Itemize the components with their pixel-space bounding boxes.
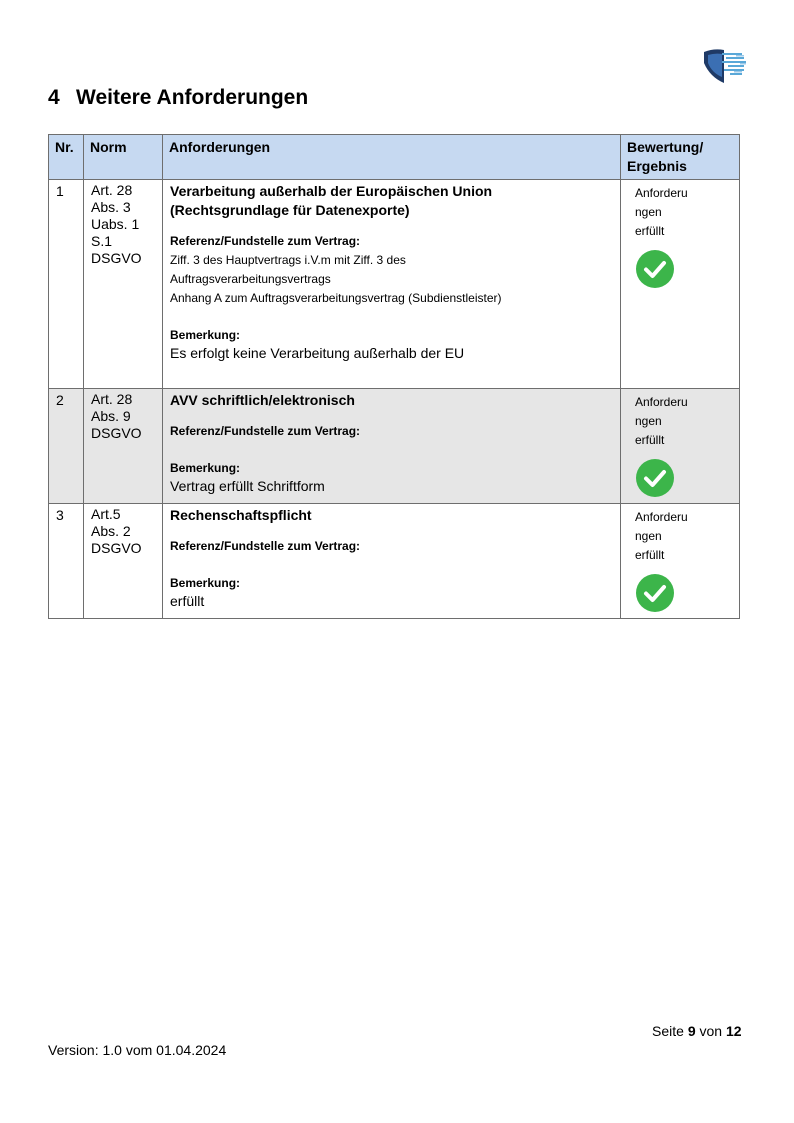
requirement-title: Rechenschaftspflicht <box>170 507 312 523</box>
reference-label: Referenz/Fundstelle zum Vertrag: <box>170 424 361 438</box>
row-norm <box>84 504 163 619</box>
page-current: 9 <box>687 1023 696 1039</box>
header-result <box>621 135 740 180</box>
result-line: erfüllt <box>635 224 665 238</box>
remark-label: Bemerkung: <box>170 461 241 475</box>
norm-line: DSGVO <box>91 425 142 441</box>
page-prefix: Seite <box>652 1023 684 1039</box>
result-line: ngen <box>635 529 662 543</box>
remark-label: Bemerkung: <box>170 328 241 342</box>
norm-line: Abs. 9 <box>91 408 131 424</box>
section-heading <box>48 86 308 110</box>
header-result-line2: Ergebnis <box>627 158 687 174</box>
requirements-table <box>48 134 740 619</box>
row-norm <box>84 180 163 389</box>
reference-line: Anhang A zum Auftragsverarbeitungsvertrag (Subdienstleister) <box>170 291 502 305</box>
table-row <box>49 389 740 504</box>
row-norm <box>84 389 163 504</box>
row-result <box>621 504 740 619</box>
norm-line: Art. 28 <box>91 182 133 198</box>
reference-label: Referenz/Fundstelle zum Vertrag: <box>170 539 361 553</box>
remark-text: erfüllt <box>170 593 205 609</box>
row-requirement <box>163 389 621 504</box>
page-number <box>652 1023 742 1039</box>
table-row <box>49 504 740 619</box>
requirement-title: Verarbeitung außerhalb der Europäischen Union <box>170 183 493 199</box>
row-result <box>621 180 740 389</box>
header-norm: Norm <box>84 135 163 180</box>
table-header-row <box>49 135 740 180</box>
norm-line: Uabs. 1 <box>91 216 140 232</box>
page-of: von <box>699 1023 723 1039</box>
row-number: 3 <box>49 504 84 619</box>
page-total: 12 <box>725 1023 742 1039</box>
shield-logo-icon <box>700 47 748 87</box>
row-result <box>621 389 740 504</box>
version-info: Version: 1.0 vom 01.04.2024 <box>48 1042 227 1058</box>
norm-line: DSGVO <box>91 250 142 266</box>
reference-line: Ziff. 3 des Hauptvertrags i.V.m mit Ziff. 3 des <box>170 253 406 267</box>
requirement-title: AVV schriftlich/elektronisch <box>170 392 355 408</box>
requirement-title-line2: (Rechtsgrundlage für Datenexporte) <box>170 202 410 218</box>
norm-line: Art. 28 <box>91 391 133 407</box>
header-requirements: Anforderungen <box>163 135 621 180</box>
row-number: 1 <box>49 180 84 389</box>
remark-text: Vertrag erfüllt Schriftform <box>170 478 325 494</box>
row-number: 2 <box>49 389 84 504</box>
header-nr: Nr. <box>49 135 84 180</box>
row-requirement <box>163 504 621 619</box>
section-title: Weitere Anforderungen <box>76 86 309 109</box>
check-circle-icon <box>635 249 675 289</box>
check-circle-icon <box>635 573 675 613</box>
reference-label: Referenz/Fundstelle zum Vertrag: <box>170 234 361 248</box>
section-number: 4 <box>48 86 60 109</box>
row-requirement <box>163 180 621 389</box>
norm-line: Abs. 2 <box>91 523 131 539</box>
header-result-line1: Bewertung/ <box>627 139 704 155</box>
result-line: Anforderu <box>635 510 688 524</box>
norm-line: S.1 <box>91 233 113 249</box>
norm-line: Abs. 3 <box>91 199 131 215</box>
norm-line: Art.5 <box>91 506 121 522</box>
check-circle-icon <box>635 458 675 498</box>
result-line: erfüllt <box>635 548 665 562</box>
result-line: Anforderu <box>635 395 688 409</box>
remark-text: Es erfolgt keine Verarbeitung außerhalb der EU <box>170 345 465 361</box>
result-line: ngen <box>635 414 662 428</box>
result-line: erfüllt <box>635 433 665 447</box>
result-line: Anforderu <box>635 186 688 200</box>
result-line: ngen <box>635 205 662 219</box>
remark-label: Bemerkung: <box>170 576 241 590</box>
reference-line: Auftragsverarbeitungsvertrags <box>170 272 331 286</box>
table-row <box>49 180 740 389</box>
norm-line: DSGVO <box>91 540 142 556</box>
